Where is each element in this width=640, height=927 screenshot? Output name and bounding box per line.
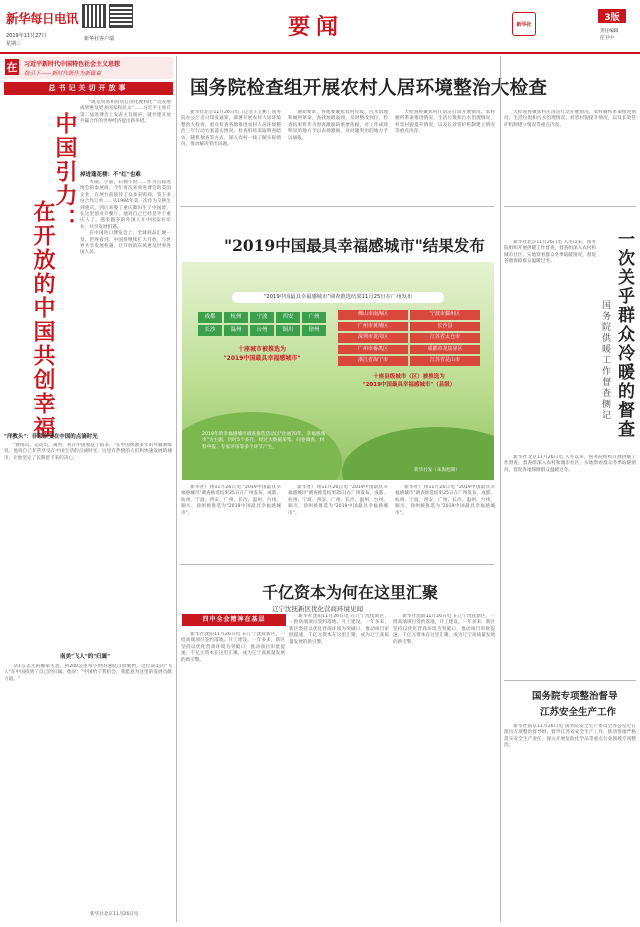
cities-body-col3 [395,485,495,563]
cities-body-col3-text: 新华社广州11月26日电 "2019中国最具幸福感城市"调查推选结果25日在广州发布，成都、杭州、宁波、西安、广州、长沙、温州、台州、铜川、徐州被推选为"2019中国最具幸福感城市"。 [395,485,495,516]
weekday: 星期三 [6,41,22,47]
capital-body-col2-text: 新华社沈阳11月26日电 在辽宁沈抚新区，一批高端项目签约落地、开工建设。一年多来，新区坚持以优化营商环境为突破口，推动项目审批提速，千亿元资本在这里汇聚，成为辽宁高质量发展的新引擎。 [289,614,389,645]
county-tile: 宁波市鄞州区 [410,310,480,320]
client-label: 新华社客户端 [84,36,115,42]
column-divider-left [176,56,177,922]
city-tile: 铜川 [276,325,300,336]
safety-headline-2: 江苏安全生产工作 [540,707,617,718]
main-body-col2-text: 通知要求，各地要聚焦农村垃圾、污水治理和厕所革命，查找短板弱项，及时整改到位。检查结果将作为督查激励的重要依据，对工作成效明显的地方予以表扬激励，对问题突出的地方予以通报。 [288,110,388,141]
left-headline-1: 中国引力： [52,112,78,232]
xinhua-seal-text: 新华社 [516,21,532,28]
capital-inner-banner: 四中全会精神在基层 [182,614,286,626]
city-tile: 徐州 [302,325,326,336]
capital-headline: 千亿资本为何在这里汇聚 [262,583,439,602]
right-mid-rule [504,680,636,681]
safety-headline-1: 国务院专项整治督导 [532,691,618,702]
main-headline: 国务院检查组开展农村人居环境整治大检查 [190,78,548,99]
heating-headline: 一次关乎群众冷暖的督查 [614,230,634,439]
capital-subheadline: 辽宁沈抚新区优化营商环境见闻 [272,605,363,613]
date: 2019年11月27日 [6,33,47,39]
left-byline: 新华社北京11月26日电 [90,912,139,917]
graphic-footer: 2019年的幸福感城市调查推选活动以"壮丽70年，幸福感城市"为主题，历时5个多月，经过大数据采集、问卷调查、材料申报、专家评审等多个环节产生。 [202,432,326,450]
xinhua-seal [512,12,536,36]
city-tile: 成都 [198,312,222,323]
city-tile: 宁波 [250,312,274,323]
capital-body-col1-text: 新华社沈阳11月26日电 在辽宁沈抚新区，一批高端项目签约落地、开工建设。一年多来，新区坚持以优化营商环境为突破口，推动项目审批提速，千亿元资本在这里汇聚，成为辽宁高质量发展的新引擎。 [181,632,285,663]
qr-code-icon-2 [109,4,133,28]
left-headline-2: 在开放的中国共创幸福 [30,200,56,440]
capital-body-col1 [181,632,285,920]
left-body1-text: 火锅、小面、石棉不时……作为首届进博会的参展商，今年再次来到进博会的美国企业，在展台前接待了众多采购商，签下多份合作订单……从1994年第一次作为交换生到重庆，到后来娶了重庆媳妇生了中国娃，在这里创业开餐厅，他说自己已经是半个重庆人了。越来越多的外国人在中国安居乐业，共享发展机遇。 [80,180,171,230]
masthead-rule [0,52,640,54]
page-number-box [598,9,626,23]
left-body2-text: 在中国进口博览会上，全球商品汇聚一堂。世界看到，中国将继续扩大开放，与世界共享发展机遇，让开放的东风惠及世界各国人民。 [80,231,171,256]
banner-char: 在 [6,61,18,74]
masthead [0,0,640,52]
column-divider-right [500,56,501,922]
safety-body [504,724,636,920]
editor-name: 任卫中 [600,36,614,41]
safety-body-text: 新华社南京11月26日电 国务院安全生产委员会办公室近日派出专项整治督导组，督导江苏省安全生产工作，推动各地严格落实安全生产责任，深入开展危险化学品等重点行业领域专项整治。 [504,724,636,749]
heating-subheadline: 国务院供暖工作督查侧记 [600,300,610,421]
left-body4 [4,664,172,906]
series-label: 总书记关切开放事 [4,82,173,95]
capital-body-col3 [393,614,495,920]
city-tile: 长沙 [198,325,222,336]
graphic-label-right-2: "2019中国最具幸福感城市"（县级） [362,382,456,388]
main-body-col1 [181,110,281,202]
left-lead [80,100,171,162]
banner-line1: 习近平新时代中国特色社会主义思想 [24,61,121,68]
page-number: 3版 [604,12,620,23]
banner-line2: 指引下——新时代新作为新篇章 [24,71,102,77]
capital-body-col2 [289,614,389,920]
cities-bottom-rule [180,564,494,565]
county-tile: 广州市番禺区 [338,345,408,355]
graphic-title: "2019中国最具幸福感城市"调查推选结果11月25日在广州发布 [232,292,444,303]
right-top-body [504,110,636,202]
county-tile: 佛山市南海区 [338,310,408,320]
series-banner [4,57,173,79]
city-tile: 广州 [302,312,326,323]
cities-body-col2-text: 新华社广州11月26日电 "2019中国最具幸福感城市"调查推选结果25日在广州发布，成都、杭州、宁波、西安、广州、长沙、温州、台州、铜川、徐州被推选为"2019中国最具幸福感城市"。 [288,485,388,516]
graphic-label-right-1: 十座县级城市（区）被推选为 [373,374,445,380]
cities-body-col2 [288,485,388,563]
left-body4-text: 从1万美元的搬家生意，到200公里每小时的速度自由驰骋，这位南美的"飞人"在中国找到了自己的归属。他说："中国给了我机会，我愿意为这里的发展贡献力量。" [4,664,172,682]
left-sub2: "洋教头"：非常享受在中国的点滴时光 [4,434,98,440]
main-body-col2 [288,110,388,202]
section-title: 要闻 [288,14,345,40]
county-tile: 长沙县 [410,322,480,332]
left-lead-text: "既是贸易和投资自由化便利化""这发展成果惠及更多国家和民众"……习近平主席在第二届进博会上发表主旨演讲，就共建开放共赢合作的世界经济提出新举措。 [80,100,171,125]
county-tile: 江苏省太仓市 [410,333,480,343]
capital-body-col3-text: 新华社沈阳11月26日电 在辽宁沈抚新区，一批高端项目签约落地、开工建设。一年多来，新区坚持以优化营商环境为突破口，推动项目审批提速，千亿元资本在这里汇聚，成为辽宁高质量发展的新引擎。 [393,614,495,645]
paper-name: 新华每日电讯 [6,11,79,26]
right-top-body-text: 大检查将聚焦村庄清洁行动开展情况、农村厕所革命推进情况、生活垃圾和污水治理情况、村容村貌提升情况，以及长效管护机制建立情况等重点内容。 [504,110,636,128]
graphic-label-left-2: "2019中国最具幸福感城市" [223,355,301,362]
left-sub3: 南美"飞人"的"归属" [60,654,110,660]
county-tile: 成都市龙泉驿区 [410,345,480,355]
main-body-col3-text: 大检查将聚焦村庄清洁行动开展情况、农村厕所革命推进情况、生活垃圾和污水治理情况、村容村貌提升情况，以及长效管护机制建立情况等重点内容。 [395,110,495,135]
city-grid-right [338,310,480,366]
city-tile: 温州 [224,325,248,336]
cities-body-col1 [181,485,281,563]
graphic-label-left-1: 十座城市被推选为 [237,346,286,353]
qr-code-icon [82,4,106,28]
cities-body-col1-text: 新华社广州11月26日电 "2019中国最具幸福感城市"调查推选结果25日在广州发布，成都、杭州、宁波、西安、广州、长沙、温州、台州、铜川、徐州被推选为"2019中国最具幸福感城市"。 [181,485,281,516]
county-tile: 江苏省昆山市 [410,356,480,366]
cities-headline: "2019中国最具幸福感城市"结果发布 [224,236,485,255]
graphic-credit: 新华社发（朱海旭制） [414,468,460,473]
city-tile: 杭州 [224,312,248,323]
city-tile: 台州 [250,325,274,336]
left-body3 [4,443,172,621]
county-tile: 广州市黄埔区 [338,322,408,332]
left-sub1: 掉进蓬花楼：不"红"也难 [80,172,141,178]
cities-graphic [182,262,494,480]
heating-body-more-text: 新华社北京11月26日电 入冬以来，国务院组织开展供暖工作督查，督查组深入农村和城市社区，实地察看群众冬季取暖情况，督促各地保障群众温暖过冬。 [504,455,636,473]
county-tile: 浙江省海宁市 [338,356,408,366]
left-body1 [80,180,171,420]
left-body3-text: "教练员、运动员、裁判，我在中国收获了很多。"在中国执教多年的外籍教练说。他说自己非常享受在中国生活的点滴时光，这里有热情的人们和快速发展的城市，让他坚定了长期留下来的决心。 [4,443,172,461]
heating-body-text: 新华社北京11月26日电 入冬以来，国务院组织开展供暖工作督查，督查组深入农村和城市社区，实地察看群众冬季取暖情况，督促各地保障群众温暖过冬。 [504,240,596,265]
city-grid-left [198,312,326,336]
main-body-col3 [395,110,495,202]
heating-body-more [504,455,636,665]
main-body-col1-text: 新华社北京11月26日电（记者王立彬）国务院办公厅近日印发通知，部署开展农村人居环境整治大检查，重点检查各地推进农村人居环境整治三年行动方案落实情况。检查组将采取明查暗访、随机抽查等方式，深入农村一线了解实际情况，推动解决突出问题。 [181,110,281,148]
editor-label: 责任编辑 [600,29,619,34]
right-top-rule [504,206,636,207]
city-tile: 西安 [276,312,300,323]
main-bottom-rule [180,206,494,207]
county-tile: 深圳市龙岗区 [338,333,408,343]
